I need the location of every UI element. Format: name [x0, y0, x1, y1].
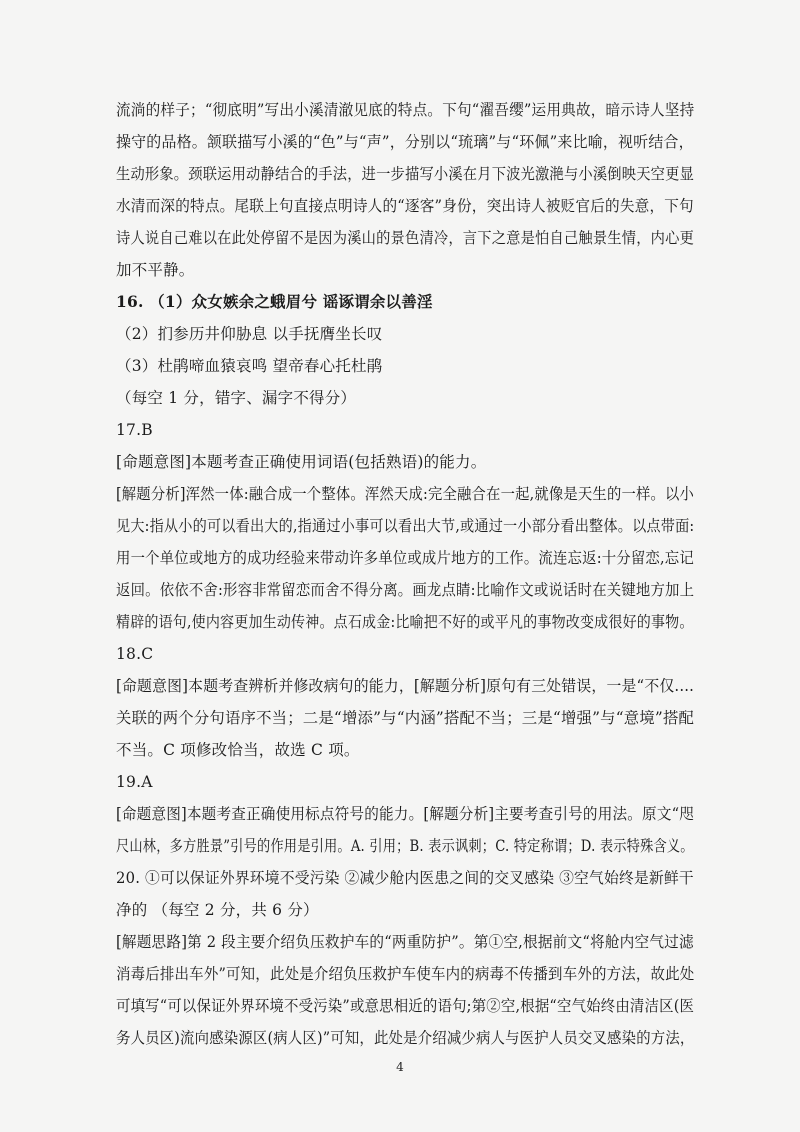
q18-analysis-line-1: [命题意图]本题考查辨析并修改病句的能力，[解题分析]原句有三处错误，一是“不仅....: [116, 677, 695, 695]
q17-answer: 17.B: [116, 421, 153, 439]
q19-analysis-line-2: 尺山林，多方胜景”引号的作用是引用。A. 引用；B. 表示讽刺；C. 特定称谓；D. 表示特殊含义。: [116, 837, 694, 855]
poem-analysis-line-4: 水清而深的特点。尾联上句直接点明诗人的“逐客”身份，突出诗人被贬官后的失意，下句: [116, 197, 694, 215]
q17-analysis-line-3: 用一个单位或地方的成功经验来带动许多单位或成片地方的工作。流连忘返:十分留恋,忘记: [116, 549, 694, 567]
poem-analysis-line-3: 生动形象。颈联运用动静结合的手法，进一步描写小溪在月下波光激滟与小溪倒映天空更显: [116, 165, 695, 183]
poem-analysis-line-1: 流淌的样子；“彻底明”写出小溪清澈见底的特点。下句“濯吾缨”运用典故，暗示诗人坚持: [116, 101, 695, 119]
q16-answer-2: （2）扪参历井仰胁息 以手抚膺坐长叹: [116, 325, 383, 343]
q17-analysis-line-2: 见大:指从小的可以看出大的,指通过小事可以看出大节,或通过一小部分看出整体。以点带面:: [116, 517, 695, 535]
q17-analysis-line-4: 返回。依依不舍:形容非常留恋而舍不得分离。画龙点睛:比喻作文或说话时在关键地方加上: [116, 581, 695, 599]
q20-answer-line-1: 20. ①可以保证外界环境不受污染 ②减少舱内医患之间的交叉感染 ③空气始终是新鲜干: [116, 869, 694, 887]
q19-analysis-line-1: [命题意图]本题考查正确使用标点符号的能力。[解题分析]主要考查引号的用法。原文“咫: [116, 805, 695, 823]
q19-answer: 19.A: [116, 773, 153, 791]
q18-analysis-line-2: 关联的两个分句语序不当；二是“增添”与“内涵”搭配不当；三是“增强”与“意境”搭配: [116, 709, 695, 727]
q20-reasoning-line-2: 消毒后排出车外”可知，此处是介绍负压救护车使车内的病毒不传播到车外的方法，故此处: [116, 965, 695, 983]
poem-analysis-line-6: 加不平静。: [116, 261, 195, 279]
poem-analysis-line-5: 诗人说自己难以在此处停留不是因为溪山的景色清冷，言下之意是怕自己触景生情，内心更: [116, 229, 695, 247]
poem-analysis-line-2: 操守的品格。颔联描写小溪的“色”与“声”，分别以“琉璃”与“环佩”来比喻，视听结合，: [116, 133, 694, 151]
q20-answer-line-2: 净的 （每空 2 分，共 6 分）: [116, 901, 319, 919]
q17-intent: [命题意图]本题考查正确使用词语(包括熟语)的能力。: [116, 453, 487, 471]
q16-answer-3: （3）杜鹃啼血猿哀鸣 望帝春心托杜鹃: [116, 357, 383, 375]
q17-analysis-line-5: 精辟的语句,使内容更加生动传神。点石成金:比喻把不好的或平凡的事物改变成很好的事物。: [116, 613, 694, 631]
q17-analysis-line-1: [解题分析]浑然一体:融合成一个整体。浑然天成:完全融合在一起,就像是天生的一样。以小: [116, 485, 695, 503]
q18-answer: 18.C: [116, 645, 154, 663]
q16-scoring-note: （每空 1 分，错字、漏字不得分）: [116, 389, 357, 407]
answer-text-block: [116, 94, 694, 1054]
q18-analysis-line-3: 不当。C 项修改恰当，故选 C 项。: [116, 741, 360, 759]
q20-reasoning-line-3: 可填写“可以保证外界环境不受污染”或意思相近的语句;第②空,根据“空气始终由清洁区(医: [116, 997, 695, 1015]
q20-reasoning-line-4: 务人员区)流向感染源区(病人区)”可知，此处是介绍减少病人与医护人员交叉感染的方法，: [116, 1029, 695, 1047]
q16-answer-1: 16. （1）众女嫉余之蛾眉兮 谣诼谓余以善淫: [116, 292, 433, 311]
page-number: 4: [396, 1060, 404, 1074]
q20-reasoning-line-1: [解题思路]第 2 段主要介绍负压救护车的“两重防护”。第①空,根据前文“将舱内空气过滤: [116, 933, 694, 951]
